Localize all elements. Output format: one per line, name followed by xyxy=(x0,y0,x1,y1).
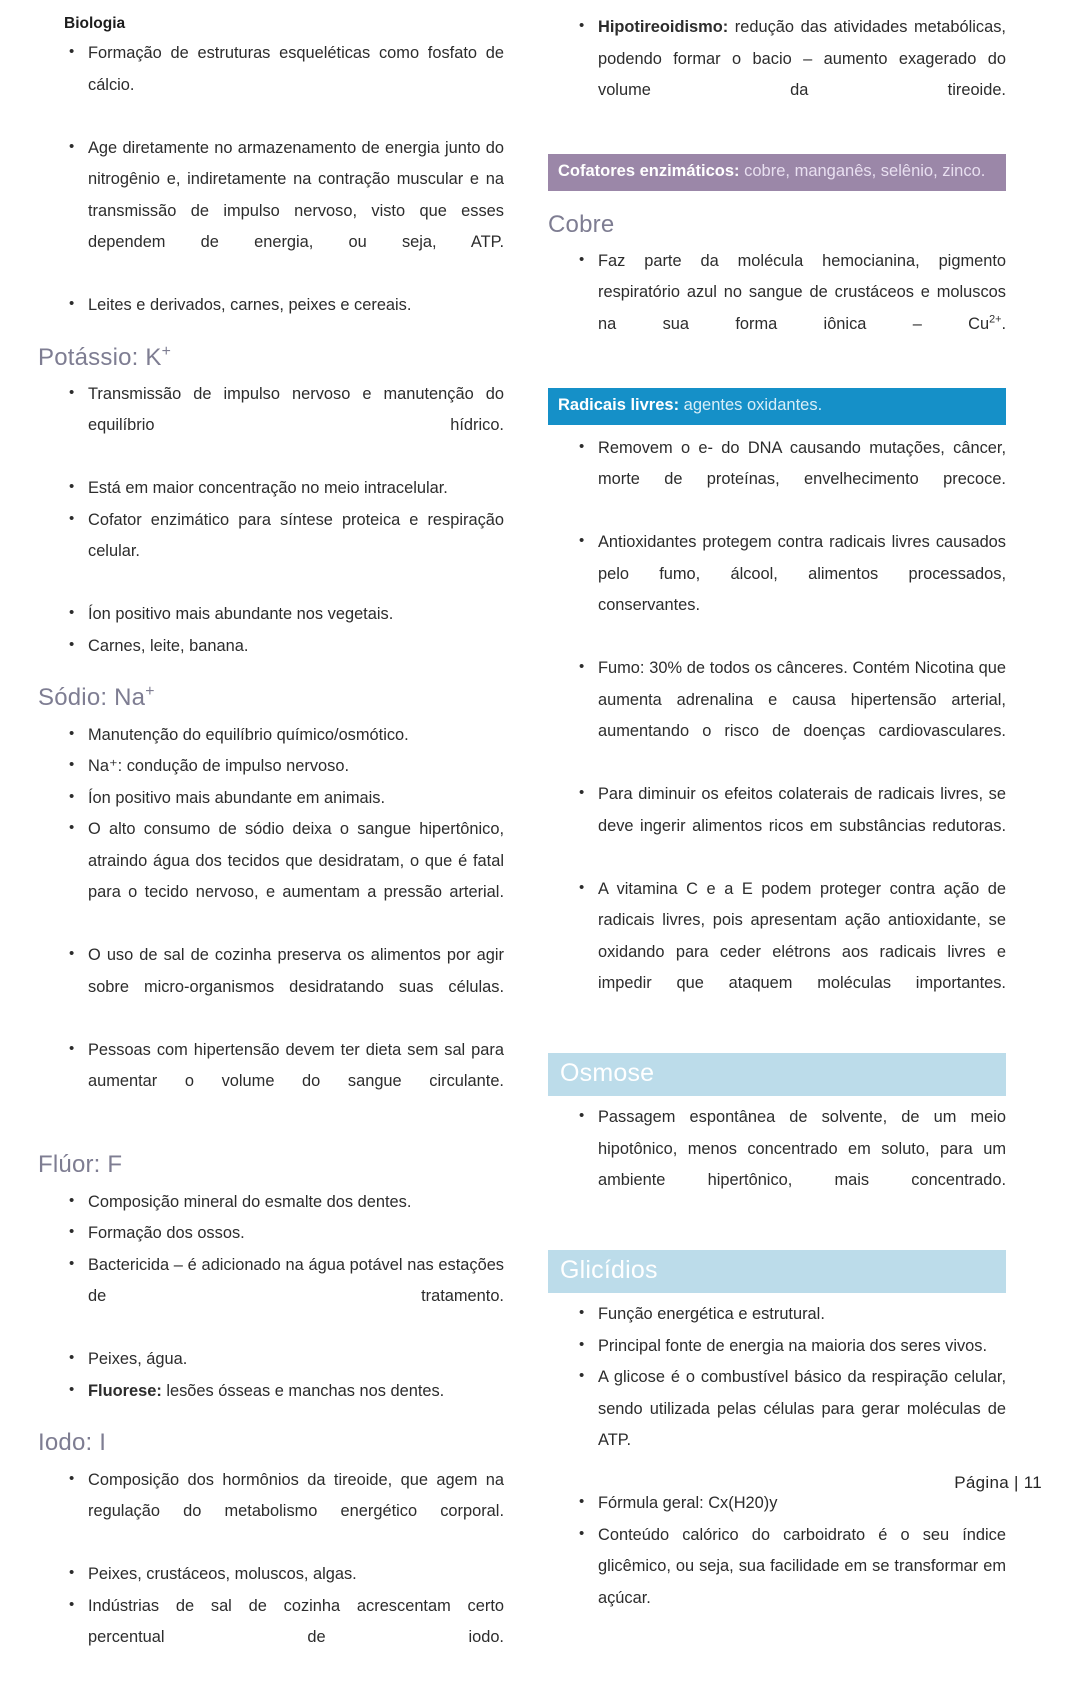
list-item xyxy=(548,433,1006,528)
section-heading-superscript: + xyxy=(161,342,172,360)
bullet-text: Está em maior concentração no meio intracelular. xyxy=(88,479,448,498)
right-column xyxy=(516,12,1006,1685)
section-heading-glicidios xyxy=(548,1250,1006,1293)
list-item xyxy=(38,379,504,474)
list-item xyxy=(38,631,504,663)
list-item xyxy=(548,1299,1006,1331)
banner-cofatores-enzimaticos xyxy=(548,154,1006,191)
bullet-text: Cofator enzimático para síntese proteica e respiração celular. xyxy=(88,510,504,561)
list-item xyxy=(38,814,504,940)
bullet-text: Na⁺: condução de impulso nervoso. xyxy=(88,757,350,776)
list-item xyxy=(548,12,1006,138)
banner-lead-text: Radicais livres: xyxy=(558,395,680,414)
section-heading-potassio xyxy=(38,342,504,374)
bullet-text: O alto consumo de sódio deixa o sangue hipertônico, atraindo água dos tecidos que desidratam, o que é fatal para o tecido nervoso, e aumentam a pressão arterial. xyxy=(88,820,504,902)
bullet-text: Peixes, crustáceos, moluscos, algas. xyxy=(88,1565,357,1584)
bullet-bold-lead: Fluorese: xyxy=(88,1381,162,1400)
list-item xyxy=(38,133,504,291)
list-item xyxy=(38,38,504,133)
bullet-bold-lead: Hipotireoidismo: xyxy=(598,18,729,36)
list-item xyxy=(38,473,504,505)
bullet-text: Indústrias de sal de cozinha acrescentam certo percentual de iodo. xyxy=(88,1596,504,1647)
list-item xyxy=(38,1376,504,1408)
section-heading-text: Sódio: Na xyxy=(38,684,146,712)
bullet-text: Leites e derivados, carnes, peixes e cereais. xyxy=(88,296,412,315)
list-item xyxy=(38,1465,504,1560)
bullet-text: Fórmula geral: Cx(H20)y xyxy=(598,1494,778,1513)
section-heading-cobre xyxy=(548,209,1006,241)
section-heading-sodio xyxy=(38,682,504,714)
list-item xyxy=(548,1102,1006,1228)
list-item xyxy=(38,1344,504,1376)
banner-lead-text: Cofatores enzimáticos: xyxy=(558,162,740,180)
page-subtitle: Biologia xyxy=(64,15,126,32)
bullet-text: Formação dos ossos. xyxy=(88,1224,245,1243)
intro-bullet-list xyxy=(38,38,504,322)
bullet-text: lesões ósseas e manchas nos dentes. xyxy=(161,1381,445,1400)
list-item xyxy=(548,1488,1006,1520)
hipotireoidismo-bullet-list xyxy=(548,12,1006,138)
bullet-text: Íon positivo mais abundante nos vegetais. xyxy=(88,605,394,624)
bullet-text: redução das atividades metabólicas, podendo formar o bacio – aumento exagerado do volume da tireoide. xyxy=(598,18,1006,99)
list-item xyxy=(548,527,1006,653)
bullet-text: Carnes, leite, banana. xyxy=(88,636,249,655)
bullet-text: Pessoas com hipertensão devem ter dieta sem sal para aumentar o volume do sangue circulante. xyxy=(88,1040,504,1091)
bullet-text: Para diminuir os efeitos colaterais de radicais livres, se deve ingerir alimentos ricos em substâncias redutoras. xyxy=(598,785,1006,835)
list-item xyxy=(548,1520,1006,1646)
list-item xyxy=(38,1591,504,1685)
bullet-text: O uso de sal de cozinha preserva os alimentos por agir sobre micro-organismos desidratando suas células. xyxy=(88,946,504,996)
section-heading-fluor xyxy=(38,1149,504,1181)
list-item xyxy=(38,940,504,1035)
bullet-text: Formação de estruturas esqueléticas como fosfato de cálcio. xyxy=(88,44,504,94)
list-item xyxy=(38,505,504,600)
page-footer: Página | 11 xyxy=(954,1473,1042,1492)
bullet-text: Conteúdo calórico do carboidrato é o seu índice glicêmico, ou seja, sua facilidade em se transformar em açúcar. xyxy=(598,1525,1006,1607)
bullet-text: Antioxidantes protegem contra radicais livres causados pelo fumo, álcool, alimentos processados, conservantes. xyxy=(598,533,1006,615)
list-item xyxy=(38,1559,504,1591)
list-item xyxy=(548,1331,1006,1363)
fluor-bullet-list xyxy=(38,1187,504,1408)
list-item xyxy=(548,653,1006,779)
bullet-text: Íon positivo mais abundante em animais. xyxy=(88,788,386,807)
list-item xyxy=(38,1187,504,1219)
bullet-text: Bactericida – é adicionado na água potável nas estações de tratamento. xyxy=(88,1255,504,1306)
iodo-bullet-list xyxy=(38,1465,504,1685)
bullet-text: Função energética e estrutural. xyxy=(598,1305,825,1324)
list-item xyxy=(38,290,504,322)
cobre-bullet-list xyxy=(548,246,1006,372)
bullet-text-suffix: . xyxy=(1001,314,1006,333)
banner-rest-text: cobre, manganês, selênio, zinco. xyxy=(739,162,986,180)
bullet-text: Age diretamente no armazenamento de energia junto do nitrogênio e, indiretamente na contração muscular e na transmissão de impulso nervoso, visto que esses dependem de energia, ou seja, ATP. xyxy=(88,138,504,252)
list-item xyxy=(38,1250,504,1345)
banner-radicais-livres xyxy=(548,388,1006,425)
bullet-text: Faz parte da molécula hemocianina, pigmento respiratório azul no sangue de crustáceos e moluscos na sua forma iônica – Cu xyxy=(598,251,1006,333)
section-heading-text: Glicídios xyxy=(560,1256,658,1285)
section-heading-text: Cobre xyxy=(548,210,615,238)
potassio-bullet-list xyxy=(38,379,504,663)
bullet-text: Composição mineral do esmalte dos dentes. xyxy=(88,1192,412,1211)
section-heading-osmose xyxy=(548,1053,1006,1096)
list-item xyxy=(548,779,1006,874)
bullet-text: Principal fonte de energia na maioria dos seres vivos. xyxy=(598,1336,988,1355)
section-heading-text: Flúor: F xyxy=(38,1151,123,1179)
bullet-text: A glicose é o combustível básico da respiração celular, sendo utilizada pelas células para gerar moléculas de ATP. xyxy=(598,1368,1006,1450)
list-item xyxy=(38,1035,504,1130)
radicais-livres-bullet-list xyxy=(548,433,1006,1032)
section-heading-text: Potássio: K xyxy=(38,343,162,371)
section-heading-text: Osmose xyxy=(560,1059,655,1088)
section-heading-iodo xyxy=(38,1427,504,1459)
list-item xyxy=(38,599,504,631)
list-item xyxy=(38,1218,504,1250)
list-item xyxy=(548,874,1006,1032)
bullet-text: A vitamina C e a E podem proteger contra ação de radicais livres, pois apresentam ação antioxidante, se oxidando para ceder elétrons aos radicais livres e impedir que ataquem moléculas importantes. xyxy=(598,879,1006,993)
bullet-text: Composição dos hormônios da tireoide, que agem na regulação do metabolismo energético corporal. xyxy=(88,1470,504,1521)
section-heading-superscript: + xyxy=(145,683,155,701)
bullet-text: Peixes, água. xyxy=(88,1350,188,1369)
list-item xyxy=(548,1362,1006,1488)
bullet-text: Fumo: 30% de todos os cânceres. Contém Nicotina que aumenta adrenalina e causa hipertensão arterial, aumentando o risco de doenças cardiovasculares. xyxy=(598,659,1006,741)
list-item xyxy=(548,246,1006,372)
bullet-text: Removem o e- do DNA causando mutações, câncer, morte de proteínas, envelhecimento precoce. xyxy=(598,438,1006,489)
list-item xyxy=(38,783,504,815)
bullet-text: Transmissão de impulso nervoso e manutenção do equilíbrio hídrico. xyxy=(88,384,504,435)
bullet-text: Passagem espontânea de solvente, de um meio hipotônico, menos concentrado em soluto, para um ambiente hipertônico, mais concentrado. xyxy=(598,1108,1006,1190)
osmose-bullet-list xyxy=(548,1102,1006,1228)
bullet-superscript: 2+ xyxy=(989,313,1002,326)
banner-rest-text: agentes oxidantes. xyxy=(679,395,823,414)
left-column xyxy=(38,12,516,1685)
list-item xyxy=(38,751,504,783)
list-item xyxy=(38,720,504,752)
section-heading-text: Iodo: I xyxy=(38,1429,107,1457)
glicidios-bullet-list xyxy=(548,1299,1006,1646)
sodio-bullet-list xyxy=(38,720,504,1130)
bullet-text: Manutenção do equilíbrio químico/osmótico. xyxy=(88,725,409,744)
